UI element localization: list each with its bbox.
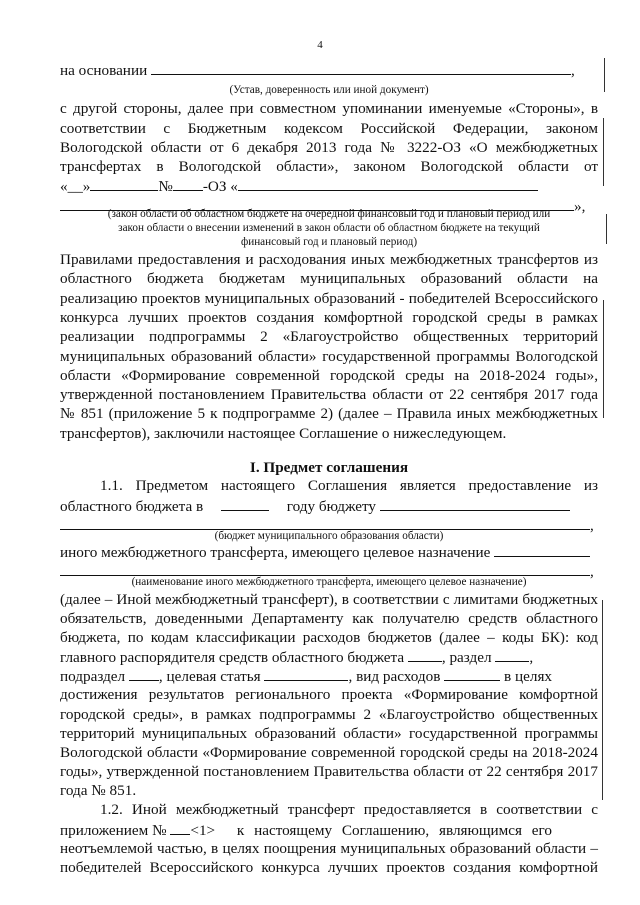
text-fragment: иного межбюджетного трансферта, имеющего целевое назначение: [60, 544, 491, 561]
scan-margin-mark: [602, 600, 603, 800]
fill-blank: [444, 666, 500, 681]
doc-line: областного бюджета бюджетам муниципальных образований области на: [60, 270, 598, 287]
text-fragment: в целях: [504, 668, 553, 685]
text-fragment: , целевая статья: [158, 668, 261, 685]
doc-line: [60, 820, 598, 841]
text-fragment: <1>: [190, 822, 216, 839]
doc-line: трансфертов), заключили настоящее Соглашение о нижеследующем.: [60, 425, 507, 442]
doc-line: соответствии с Бюджетным кодексом Российской Федерации, законом: [60, 120, 598, 137]
text-fragment: ,: [571, 62, 575, 79]
text-fragment: , вид расходов: [348, 668, 441, 685]
doc-line: победителей Всероссийского конкурса лучших проектов создания комфортной: [60, 859, 598, 876]
fill-blank: [170, 820, 190, 835]
field-caption: (закон области об областном бюджете на очередной финансовый год и плановый период или: [107, 208, 551, 220]
scan-margin-mark: [603, 118, 604, 186]
doc-line: конкурса лучших проектов создания комфортной городской среды в рамках: [60, 309, 598, 326]
doc-line: 1.2. Иной межбюджетный трансферт предоставляется в соответствии с: [100, 801, 598, 818]
fill-blank: [60, 515, 590, 530]
doc-line: достижения результатов регионального проекта «Формирование комфортной: [60, 686, 598, 703]
text-fragment: главного распорядителя средств областного бюджета: [60, 649, 405, 666]
fill-blank: [151, 60, 571, 75]
doc-line: утвержденной постановлением Правительства области от 22 сентября 2017 года: [60, 386, 598, 403]
doc-line: [60, 496, 598, 517]
doc-line: Правилами предоставления и расходования иных межбюджетных трансфертов из: [60, 251, 598, 268]
fill-blank: [264, 666, 348, 681]
text-fragment: «__»: [60, 178, 91, 195]
text-fragment: приложением №: [60, 822, 167, 839]
page-number: 4: [317, 39, 323, 51]
field-caption: закон области о внесении изменений в закон области об областном бюджете на текущий: [118, 222, 540, 234]
fill-blank: [90, 176, 158, 191]
doc-line: [60, 666, 598, 687]
fill-blank: [495, 647, 529, 662]
text-fragment: -ОЗ «: [202, 178, 238, 195]
doc-line: [60, 647, 598, 668]
text-fragment: на основании: [60, 62, 148, 79]
doc-line: № 851 (приложение 5 к подпрограмме 2) (далее – Правила иных межбюджетных: [60, 405, 598, 422]
text-fragment: подраздел: [60, 668, 126, 685]
field-caption: (бюджет муниципального образования области): [214, 530, 444, 542]
doc-line: городской среды», в рамках подпрограммы 2 «Благоустройство общественных: [60, 706, 598, 723]
fill-blank: [408, 647, 442, 662]
doc-line: реализацию проектов муниципальных образований - победителей Всероссийского: [60, 290, 598, 307]
text-fragment: ,: [529, 649, 534, 666]
fill-blank: [60, 561, 590, 576]
text-fragment: №: [158, 178, 173, 195]
text-fragment: к настоящему Соглашению, являющимся его: [236, 822, 552, 839]
text-fragment: ,: [590, 563, 594, 580]
scan-margin-mark: [604, 58, 605, 92]
doc-line: реализации подпрограммы 2 «Благоустройство общественных территорий: [60, 328, 598, 345]
text-fragment: ,: [590, 517, 594, 534]
fill-blank: [129, 666, 159, 681]
doc-line: Вологодской области от 6 декабря 2013 года № 3222-ОЗ «О межбюджетных: [60, 139, 598, 156]
text-fragment: году бюджету: [286, 498, 377, 515]
fill-blank: [238, 176, 538, 191]
doc-line: неотъемлемой частью, в целях поощрения муниципальных образований области –: [60, 840, 598, 857]
section-heading: I. Предмет соглашения: [249, 459, 409, 476]
doc-line: (далее – Иной межбюджетный трансферт), в соответствии с лимитами бюджетных: [60, 591, 598, 608]
field-caption: (наименование иного межбюджетного трансферта, имеющего целевое назначение): [131, 576, 527, 588]
fill-blank: [173, 176, 203, 191]
scan-margin-mark: [603, 300, 604, 418]
fill-blank: [494, 542, 590, 557]
doc-line: годы», утвержденной постановлением Правительства области от 22 сентября 2017: [60, 763, 598, 780]
doc-line: 1.1. Предметом настоящего Соглашения является предоставление из: [100, 477, 598, 494]
doc-line: муниципальных образований области» государственной программы Вологодской: [60, 348, 598, 365]
doc-line: [60, 542, 598, 563]
field-caption: финансовый год и плановый период): [240, 236, 418, 248]
scan-margin-mark: [606, 214, 607, 244]
doc-line: [60, 176, 598, 197]
doc-line: области «Формирование современной городской среды на 2018-2024 годы»,: [60, 367, 598, 384]
fill-blank: [380, 496, 570, 511]
doc-line: с другой стороны, далее при совместном упоминании именуемые «Стороны», в: [60, 100, 598, 117]
text-fragment: областного бюджета в: [60, 498, 204, 515]
text-fragment: , раздел: [441, 649, 492, 666]
doc-line: территорий муниципальных образований области» государственной программы: [60, 725, 598, 742]
doc-line: Вологодской области «Формирование современной городской среды на 2018-2024: [60, 744, 598, 761]
doc-line: [60, 60, 598, 81]
doc-line: трансфертах в Вологодской области», законом Вологодской области от: [60, 158, 598, 175]
doc-line: бюджета, по кодам классификации расходов бюджетов (далее – коды БК): код: [60, 629, 598, 646]
fill-blank: [221, 496, 269, 511]
text-fragment: »,: [574, 198, 586, 215]
doc-line: обязательств, доведенными Департаменту как получателю средств областного: [60, 610, 598, 627]
field-caption: (Устав, доверенность или иной документ): [229, 84, 429, 96]
doc-line: года № 851.: [60, 782, 137, 799]
